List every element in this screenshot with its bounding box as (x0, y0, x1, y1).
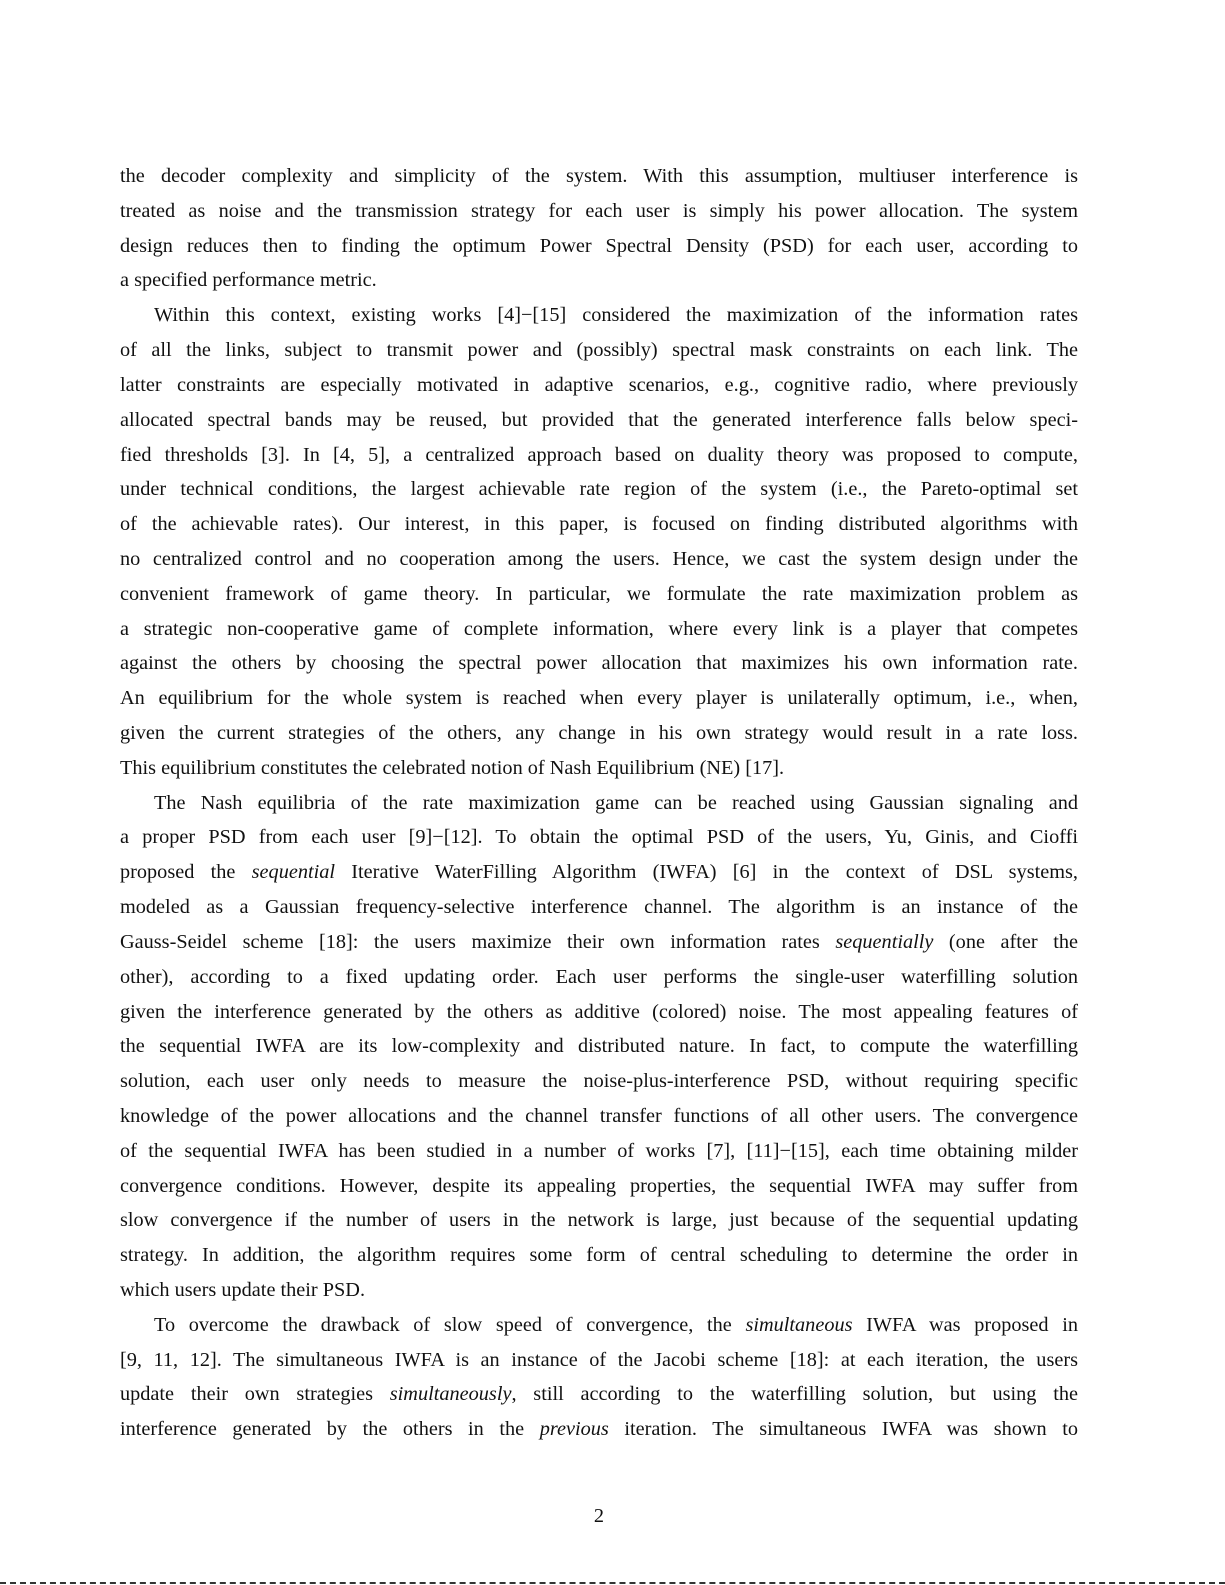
text-segment: a specified performance metric. (120, 269, 377, 292)
text-line (120, 855, 1078, 890)
text-line (120, 1134, 1078, 1169)
text-line (120, 786, 1078, 821)
text-line (120, 716, 1078, 751)
text-line (120, 995, 1078, 1030)
text-segment: the decoder complexity and simplicity of the system. With this assumption, multiuser interference is (120, 165, 1078, 187)
text-segment: strategy. In addition, the algorithm requires some form of central scheduling to determine the order in (120, 1244, 1078, 1267)
text-line (120, 368, 1078, 403)
text-line (120, 542, 1078, 577)
text-segment: given the current strategies of the others, any change in his own strategy would result in a rate loss. (120, 722, 1078, 744)
text-segment: against the others by choosing the spectral power allocation that maximizes his own information rate. (120, 652, 1078, 675)
text-segment: allocated spectral bands may be reused, but provided that the generated interference falls below speci- (120, 408, 1078, 431)
text-segment: no centralized control and no cooperation among the users. Hence, we cast the system design under the (120, 547, 1078, 570)
text-line (120, 646, 1078, 681)
text-segment: under technical conditions, the largest achievable rate region of the system (i.e., the Pareto-optimal set (120, 478, 1078, 501)
text-segment: This equilibrium constitutes the celebrated notion of Nash Equilibrium (NE) [17]. (120, 756, 785, 779)
text-segment: which users update their PSD. (120, 1279, 366, 1301)
text-segment: a proper PSD from each user [9]−[12]. To obtain the optimal PSD of the users, Yu, Ginis, and Cioffi (120, 826, 1078, 849)
emphasized-text: sequentially (835, 930, 934, 953)
text-line (120, 1064, 1078, 1099)
body-text (120, 159, 1078, 1447)
text-segment: modeled as a Gaussian frequency-selective interference channel. The algorithm is an instance of the (120, 896, 1078, 919)
emphasized-text: sequential (251, 861, 336, 884)
text-segment: of all the links, subject to transmit power and (possibly) spectral mask constraints on each link. The (120, 339, 1078, 362)
emphasized-text: simultaneous (745, 1313, 853, 1336)
text-segment: given the interference generated by the others as additive (colored) noise. The most appealing features of (120, 1000, 1078, 1023)
text-line (120, 960, 1078, 995)
text-line (120, 472, 1078, 507)
text-segment: The Nash equilibria of the rate maximization game can be reached using Gaussian signaling and (154, 791, 1078, 814)
text-segment: [9, 11, 12]. The simultaneous IWFA is an instance of the Jacobi scheme [18]: at each iteration, the users (120, 1348, 1078, 1371)
text-line (120, 681, 1078, 716)
text-line (120, 1238, 1078, 1273)
text-segment: , still according to the waterfilling solution, but using the (511, 1383, 1078, 1406)
emphasized-text: simultaneously (389, 1383, 512, 1406)
text-segment: of the sequential IWFA has been studied in a number of works [7], [11]−[15], each time obtaining milder (120, 1139, 1078, 1162)
text-line (120, 403, 1078, 438)
text-line (120, 507, 1078, 542)
text-segment: fied thresholds [3]. In [4, 5], a centralized approach based on duality theory was proposed to compute, (120, 443, 1078, 466)
text-segment: To overcome the drawback of slow speed of convergence, the (154, 1313, 746, 1336)
text-line (120, 751, 1078, 786)
text-segment: proposed the (120, 861, 252, 884)
text-segment: solution, each user only needs to measure the noise-plus-interference PSD, without requiring specific (120, 1070, 1078, 1093)
page-bottom-rule (0, 1582, 1225, 1584)
text-segment: Gauss-Seidel scheme [18]: the users maximize their own information rates (120, 930, 836, 953)
text-segment: IWFA was proposed in (852, 1313, 1078, 1336)
text-segment: update their own strategies (120, 1383, 390, 1406)
text-line (120, 263, 1078, 298)
text-segment: knowledge of the power allocations and the channel transfer functions of all other users. The convergence (120, 1104, 1078, 1127)
text-segment: Iterative WaterFilling Algorithm (IWFA) [6] in the context of DSL systems, (335, 861, 1078, 884)
text-line (120, 925, 1078, 960)
text-segment: of the achievable rates). Our interest, in this paper, is focused on finding distributed algorithms with (120, 513, 1078, 536)
text-line (120, 1099, 1078, 1134)
text-line (120, 612, 1078, 647)
text-segment: other), according to a fixed updating order. Each user performs the single-user waterfilling solution (120, 965, 1078, 988)
text-segment: the sequential IWFA are its low-complexity and distributed nature. In fact, to compute the waterfilling (120, 1035, 1078, 1058)
text-line (120, 333, 1078, 368)
text-line (120, 1203, 1078, 1238)
text-line (120, 890, 1078, 925)
text-line (120, 1412, 1078, 1447)
text-line (120, 1377, 1078, 1412)
text-line (120, 1343, 1078, 1378)
text-line (120, 229, 1078, 264)
text-segment: latter constraints are especially motivated in adaptive scenarios, e.g., cognitive radio, where previously (120, 373, 1078, 396)
text-segment: iteration. The simultaneous IWFA was shown to (608, 1418, 1078, 1441)
text-segment: convergence conditions. However, despite its appealing properties, the sequential IWFA may suffer from (120, 1174, 1078, 1197)
text-segment: An equilibrium for the whole system is reached when every player is unilaterally optimum, i.e., when, (120, 687, 1078, 710)
text-segment: (one after the (933, 930, 1078, 953)
text-line (120, 820, 1078, 855)
text-segment: Within this context, existing works [4]−[15] considered the maximization of the information rates (154, 304, 1078, 327)
emphasized-text: previous (539, 1418, 609, 1441)
text-line (120, 438, 1078, 473)
text-line (120, 1308, 1078, 1343)
text-line (120, 577, 1078, 612)
text-segment: a strategic non-cooperative game of complete information, where every link is a player that competes (120, 617, 1078, 640)
text-line (120, 298, 1078, 333)
text-segment: interference generated by the others in the (120, 1418, 540, 1441)
text-segment: treated as noise and the transmission strategy for each user is simply his power allocation. The system (120, 199, 1078, 222)
text-line (120, 1029, 1078, 1064)
text-segment: slow convergence if the number of users in the network is large, just because of the sequential updating (120, 1209, 1078, 1232)
text-line (120, 159, 1078, 194)
page-number: 2 (593, 1505, 605, 1527)
text-segment: convenient framework of game theory. In particular, we formulate the rate maximization problem as (120, 582, 1078, 605)
text-segment: design reduces then to finding the optimum Power Spectral Density (PSD) for each user, according to (120, 234, 1078, 257)
text-line (120, 1169, 1078, 1204)
text-line (120, 194, 1078, 229)
text-line (120, 1273, 1078, 1308)
